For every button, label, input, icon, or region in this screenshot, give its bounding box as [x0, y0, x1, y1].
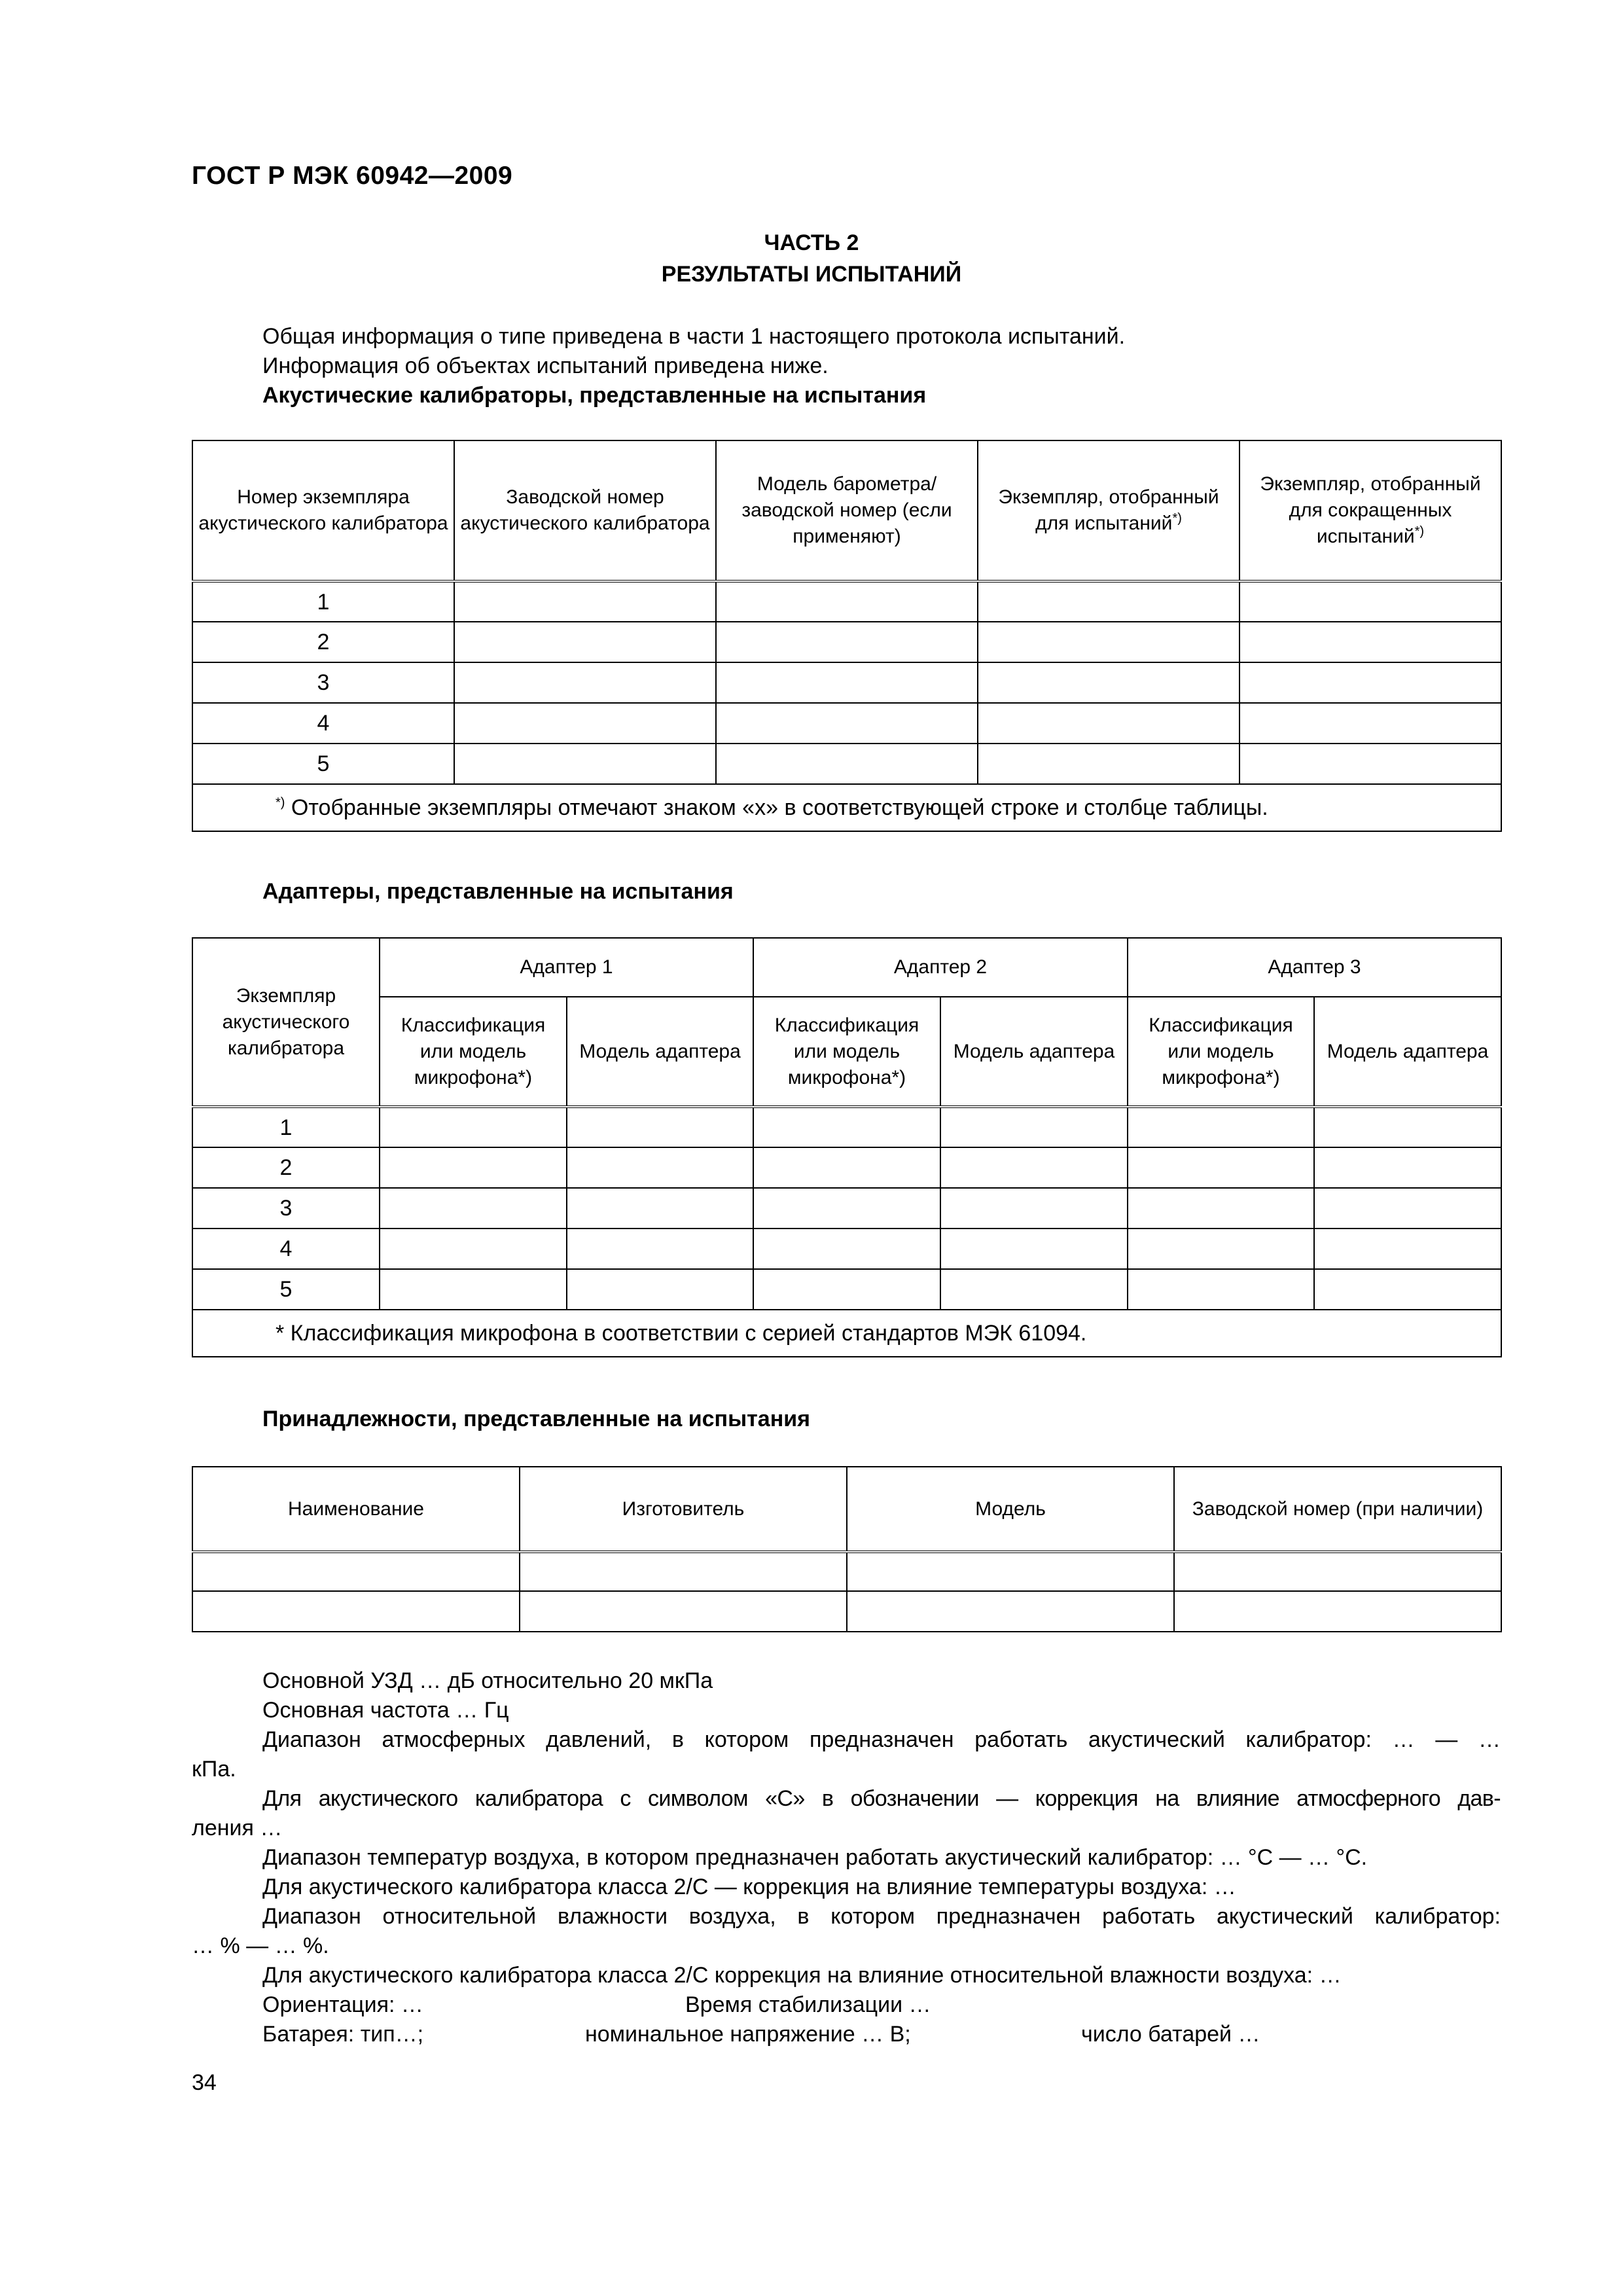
adapter-2-header: Адаптер 2 — [753, 938, 1128, 997]
intro-line-1: Общая информация о типе приведена в части 1 настоящего протокола испытаний. — [262, 324, 1126, 349]
spec-humidity-range-cont: … % — … %. — [192, 1933, 329, 1958]
adapters-table — [192, 937, 1502, 1357]
subheader-model: Модель адаптера — [1314, 997, 1501, 1107]
spec-battery-type: Батарея: тип…; — [262, 2022, 424, 2047]
spec-temperature-range: Диапазон температур воздуха, в котором предназначен работать акустический калибратор: … °С — … °С. — [262, 1845, 1368, 1870]
row-number: 1 — [192, 581, 454, 622]
table-row — [192, 662, 1501, 703]
table-row — [192, 1229, 1501, 1269]
table-row — [192, 744, 1501, 784]
accessories-table — [192, 1466, 1502, 1632]
calibrators-table — [192, 440, 1502, 832]
subheader-classification: Классификация или модель микрофона*) — [1128, 997, 1314, 1107]
adapter-3-header: Адаптер 3 — [1128, 938, 1501, 997]
part-title: ЧАСТЬ 2 — [764, 230, 859, 255]
subheader-model: Модель адаптера — [567, 997, 753, 1107]
row-number: 3 — [192, 1188, 380, 1229]
col-header-model: Модель — [847, 1467, 1174, 1552]
table-row — [192, 1269, 1501, 1310]
spec-stabilization: Время стабилизации … — [685, 1992, 931, 2017]
table-row — [192, 1591, 1501, 1632]
row-number: 5 — [192, 744, 454, 784]
table-row — [192, 581, 1501, 622]
accessories-heading: Принадлежности, представленные на испытания — [262, 1407, 810, 1431]
row-number: 4 — [192, 1229, 380, 1269]
adapters-heading: Адаптеры, представленные на испытания — [262, 879, 734, 904]
col-header-selected-short: Экземпляр, отобранный для сокращенных испытаний*) — [1240, 440, 1501, 581]
spec-pressure-range-cont: кПа. — [192, 1757, 236, 1782]
row-number: 3 — [192, 662, 454, 703]
subheader-classification: Классификация или модель микрофона*) — [753, 997, 940, 1107]
table-row — [192, 1147, 1501, 1188]
col-header-serial: Заводской номер акустического калибратора — [454, 440, 716, 581]
col-header-name: Наименование — [192, 1467, 520, 1552]
table-footnote: * Классификация микрофона в соответствии с серией стандартов МЭК 61094. — [192, 1310, 1501, 1357]
table-row — [192, 1552, 1501, 1591]
row-number: 4 — [192, 703, 454, 744]
subheader-classification: Классификация или модель микрофона*) — [380, 997, 567, 1107]
spec-temperature-correction: Для акустического калибратора класса 2/С — коррекция на влияние температуры воздуха: … — [262, 1874, 1236, 1899]
part-subtitle: РЕЗУЛЬТАТЫ ИСПЫТАНИЙ — [661, 262, 962, 287]
spec-orientation: Ориентация: … — [262, 1992, 423, 2017]
table-row — [192, 1107, 1501, 1147]
table-row — [192, 703, 1501, 744]
subheader-model: Модель адаптера — [940, 997, 1128, 1107]
calibrators-heading: Акустические калибраторы, представленные на испытания — [262, 383, 927, 408]
col-header-number: Номер экземпляра акустического калибратора — [192, 440, 454, 581]
spec-frequency: Основная частота … Гц — [262, 1698, 509, 1723]
spec-spl: Основной УЗД … дБ относительно 20 мкПа — [262, 1668, 713, 1693]
intro-line-2: Информация об объектах испытаний приведена ниже. — [262, 353, 829, 378]
spec-pressure-correction: Для акустического калибратора с символом «С» в обозначении — коррекция на влияние атмосферного дав- — [262, 1786, 1501, 1811]
spec-humidity-correction: Для акустического калибратора класса 2/С коррекция на влияние относительной влажности воздуха: … — [262, 1963, 1342, 1988]
spec-humidity-range: Диапазон относительной влажности воздуха, в котором предназначен работать акустический калибратор: — [262, 1904, 1501, 1929]
spec-battery-voltage: номинальное напряжение … В; — [585, 2022, 911, 2047]
col-header-manufacturer: Изготовитель — [520, 1467, 847, 1552]
spec-pressure-correction-cont: ления … — [192, 1816, 283, 1840]
col-header-selected: Экземпляр, отобранный для испытаний*) — [978, 440, 1240, 581]
row-number: 1 — [192, 1107, 380, 1147]
table-row — [192, 1188, 1501, 1229]
col-header-barometer: Модель барометра/заводской номер (если применяют) — [716, 440, 978, 581]
document-header: ГОСТ Р МЭК 60942—2009 — [192, 162, 513, 190]
page-number: 34 — [192, 2070, 217, 2095]
col-header-instance: Экземпляр акустического калибратора — [192, 938, 380, 1107]
table-row — [192, 622, 1501, 662]
row-number: 2 — [192, 622, 454, 662]
adapter-1-header: Адаптер 1 — [380, 938, 753, 997]
row-number: 5 — [192, 1269, 380, 1310]
row-number: 2 — [192, 1147, 380, 1188]
table-footnote: *) Отобранные экземпляры отмечают знаком «х» в соответствующей строке и столбце таблицы. — [192, 784, 1501, 831]
spec-pressure-range: Диапазон атмосферных давлений, в котором предназначен работать акустический калибратор: … — … — [262, 1727, 1501, 1752]
col-header-serial: Заводской номер (при наличии) — [1174, 1467, 1501, 1552]
spec-battery-count: число батарей … — [1081, 2022, 1260, 2047]
